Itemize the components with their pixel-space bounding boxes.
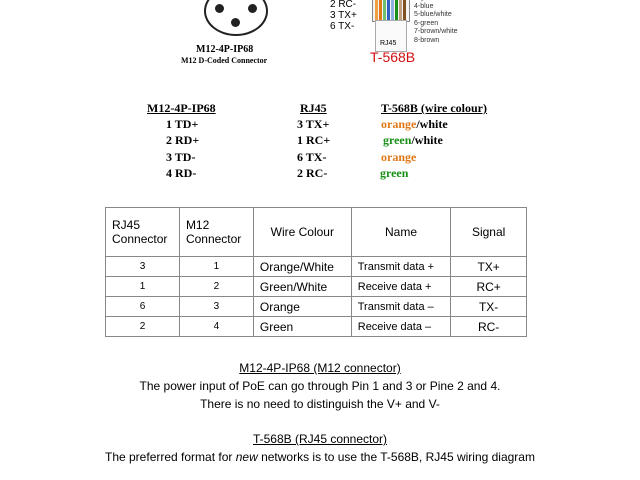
- mapping-header-m12: M12-4P-IP68: [147, 101, 216, 115]
- cell-name: Transmit data +: [351, 257, 451, 277]
- colour-word: orange: [381, 150, 417, 164]
- cell-wire: Orange: [253, 297, 351, 317]
- table-header-row: [106, 208, 527, 257]
- cell-rj45: 6: [106, 297, 180, 317]
- rj45-plug-body: [375, 20, 407, 52]
- plug-label: RJ45: [380, 40, 397, 47]
- wire-list-item: 4-blue: [414, 2, 434, 10]
- cell-wire: Orange/White: [253, 257, 351, 277]
- header-name: Name: [351, 208, 451, 257]
- connector-title: M12-4P-IP68: [196, 44, 254, 55]
- cell-rj45: 3: [106, 257, 180, 277]
- mapping-rj45-pin: 1 RC+: [297, 133, 331, 147]
- connector-subtitle: M12 D-Coded Connector: [181, 56, 268, 65]
- cell-signal: TX+: [451, 257, 527, 277]
- m12-pin-dot: [248, 4, 257, 13]
- m12-pin-dot: [215, 4, 224, 13]
- mapping-rj45-pin: 6 TX-: [297, 150, 327, 164]
- colour-word: orange: [381, 117, 417, 131]
- mapping-wire-colour: [381, 150, 416, 165]
- cell-name: Receive data –: [351, 317, 451, 337]
- cell-wire: Green: [253, 317, 351, 337]
- mapping-rj45-pin: 3 TX+: [297, 117, 330, 131]
- t568b-line: The preferred format for new networks is to use the T-568B, RJ45 wiring diagram: [105, 450, 535, 464]
- cell-name: Receive data +: [351, 277, 451, 297]
- m12-line-1: The power input of PoE can go through Pin 1 and 3 or Pine 2 and 4.: [139, 379, 501, 393]
- m12-heading: M12-4P-IP68 (M12 connector): [239, 361, 401, 375]
- mapping-m12-pin: 3 TD-: [166, 150, 196, 164]
- emphasis-new: new: [235, 450, 258, 464]
- rj45-plug-drawing: [372, 0, 410, 22]
- cell-rj45: 1: [106, 277, 180, 297]
- wire-list-item: 8-brown: [414, 36, 440, 44]
- colour-suffix: /white: [411, 133, 443, 147]
- cell-m12: 1: [179, 257, 253, 277]
- mapping-wire-colour: [381, 117, 448, 132]
- mapping-wire-colour: [383, 133, 443, 148]
- wire-list-item: 6-green: [414, 19, 439, 27]
- rj-pin-labels: [330, 0, 357, 32]
- header-wire-colour: Wire Colour: [253, 208, 351, 257]
- rj-pin-label: 2 RC-: [330, 0, 357, 10]
- wire-colour-list: [414, 0, 458, 45]
- m12-line-2: There is no need to distinguish the V+ and V-: [200, 397, 440, 411]
- wire-list-item: 5-blue/white: [414, 11, 452, 18]
- header-m12: M12 Connector: [179, 208, 253, 257]
- m12-connector-drawing: [204, 0, 268, 36]
- mapping-m12-pin: 4 RD-: [166, 166, 197, 180]
- m12-pin-dot: [231, 18, 240, 27]
- cell-name: Transmit data –: [351, 297, 451, 317]
- cell-m12: 4: [179, 317, 253, 337]
- rj-pin-label: 3 TX+: [330, 10, 357, 21]
- table-row: [106, 257, 527, 277]
- table-row: [106, 317, 527, 337]
- mapping-rj45-pin: 2 RC-: [297, 166, 328, 180]
- cell-signal: RC+: [451, 277, 527, 297]
- cell-rj45: 2: [106, 317, 180, 337]
- header-signal: Signal: [451, 208, 527, 257]
- mapping-m12-pin: 2 RD+: [166, 133, 200, 147]
- cell-signal: TX-: [451, 297, 527, 317]
- cell-m12: 2: [179, 277, 253, 297]
- cell-wire: Green/White: [253, 277, 351, 297]
- signal-table: [105, 207, 527, 337]
- rj-pin-label: 6 TX-: [330, 21, 355, 32]
- mapping-m12-pin: 1 TD+: [166, 117, 199, 131]
- cell-m12: 3: [179, 297, 253, 317]
- cell-signal: RC-: [451, 317, 527, 337]
- table-row: [106, 277, 527, 297]
- t568b-heading: T-568B (RJ45 connector): [252, 432, 388, 446]
- mapping-header-colour: T-568B (wire colour): [381, 101, 487, 115]
- colour-word: green: [380, 166, 409, 180]
- standard-label: T-568B: [370, 49, 416, 65]
- colour-word: green: [383, 133, 412, 147]
- wire-list-item: 7-brown/white: [414, 28, 458, 35]
- table-row: [106, 297, 527, 317]
- mapping-header-rj45: RJ45: [300, 101, 327, 115]
- colour-suffix: /white: [416, 117, 448, 131]
- mapping-wire-colour: [380, 166, 408, 181]
- header-rj45: RJ45 Connector: [106, 208, 180, 257]
